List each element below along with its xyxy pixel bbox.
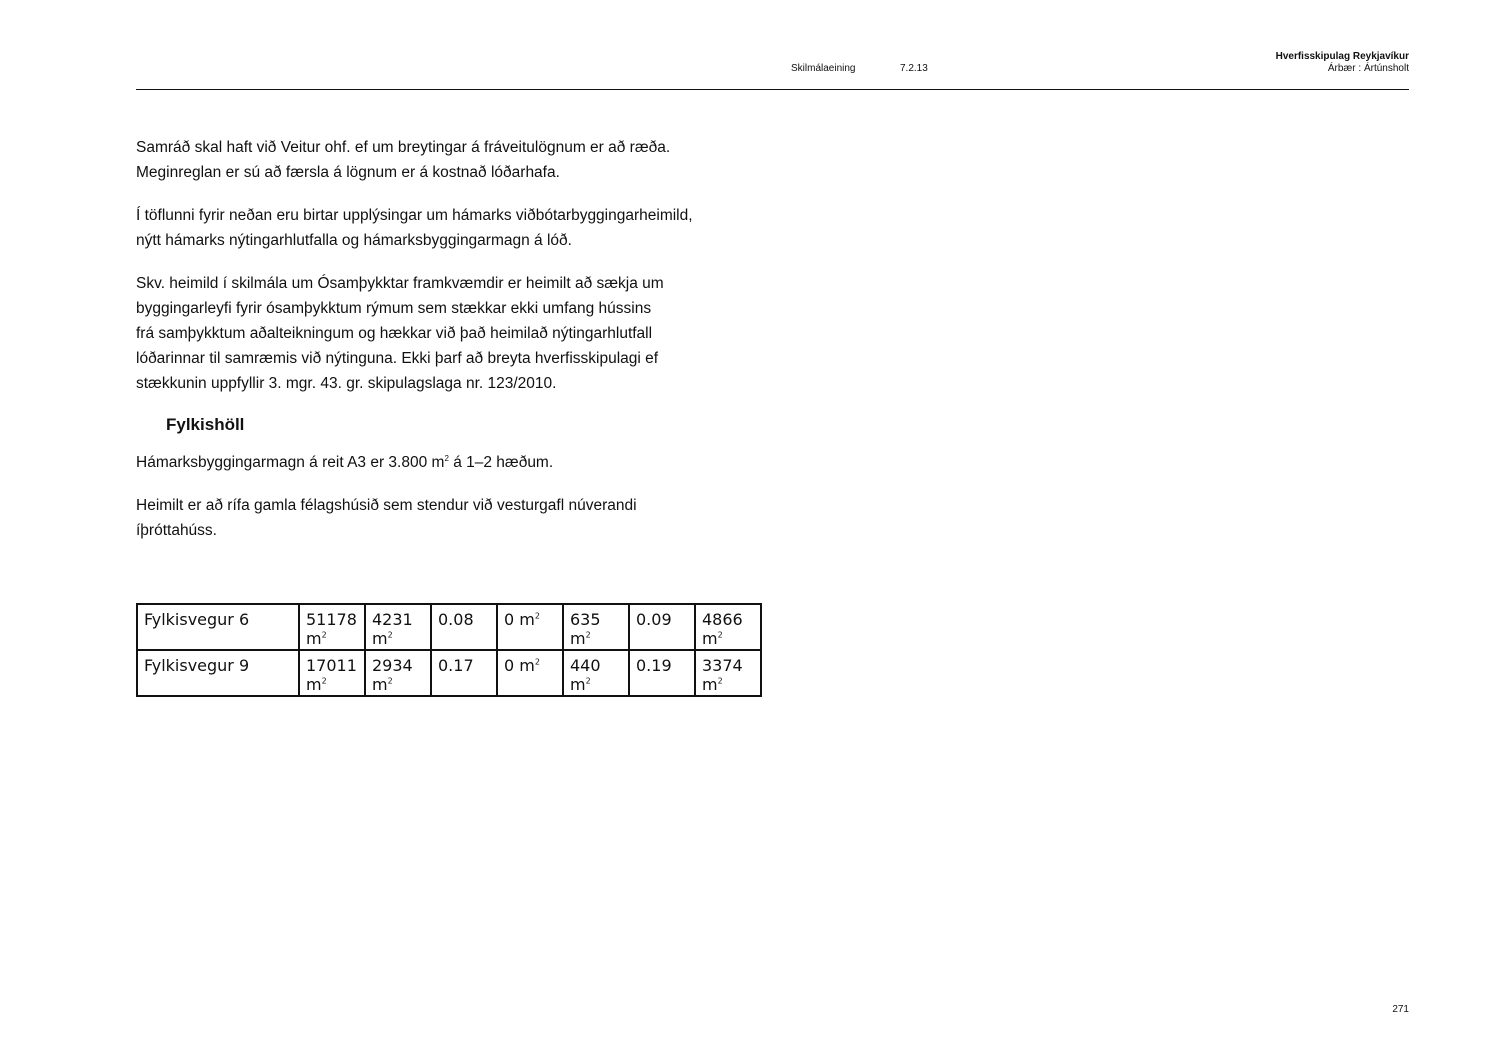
- text-line: nýtt hámarks nýtingarhlutfalla og hámarksbyggingarmagn á lóð.: [136, 232, 572, 249]
- additional-area-cell: 440 $m^2$: [563, 650, 629, 696]
- text-line: lóðarinnar til samræmis við nýtinguna. Ekki þarf að breyta hverfisskipulagi ef: [136, 350, 659, 367]
- existing-area-cell: 4231 $m^2$: [365, 604, 431, 650]
- section-label: Skilmálaeining: [791, 63, 856, 74]
- lot-data-table: [136, 603, 762, 697]
- lot-name-cell: Fylkisvegur 6: [137, 604, 299, 650]
- existing-ratio-cell: 0.08: [431, 604, 497, 650]
- paragraph-building-volume: [136, 450, 776, 475]
- new-ratio-cell: 0.09: [629, 604, 695, 650]
- paragraph-utilities: [136, 135, 776, 185]
- text-line: byggingarleyfi fyrir ósamþykktum rýmum sem stækkar ekki umfang hússins: [136, 300, 652, 317]
- page-number: 271: [1392, 1004, 1409, 1015]
- district-name: Árbær : Ártúnsholt: [1327, 63, 1409, 74]
- paragraph-unapproved-works: [136, 271, 776, 396]
- superscript: 2: [444, 453, 449, 463]
- header-divider: [136, 89, 1409, 90]
- section-heading: Fylkishöll: [166, 415, 245, 434]
- lot-area-cell: 17011 $m^2$: [299, 650, 365, 696]
- section-code: 7.2.13: [900, 63, 928, 74]
- lot-area-cell: 51178 $m^2$: [299, 604, 365, 650]
- text-line: íþróttahúss.: [136, 522, 217, 539]
- lot-name-cell: Fylkisvegur 9: [137, 650, 299, 696]
- text-line: Samráð skal haft við Veitur ohf. ef um breytingar á fráveitulögnum er að ræða.: [136, 139, 671, 156]
- plan-title: Hverfisskipulag Reykjavíkur: [1275, 51, 1409, 62]
- existing-ratio-cell: 0.17: [431, 650, 497, 696]
- table-row: [137, 650, 761, 696]
- approved-extra-cell: 0 $m^2$: [497, 604, 563, 650]
- additional-area-cell: 635 $m^2$: [563, 604, 629, 650]
- text-part: Hámarksbyggingarmagn á reit A3 er 3.800 m: [136, 454, 445, 471]
- table-row: [137, 604, 761, 650]
- text-line: stækkunin uppfyllir 3. mgr. 43. gr. skipulagslaga nr. 123/2010.: [136, 375, 557, 392]
- text-line: Skv. heimild í skilmála um Ósamþykktar framkvæmdir er heimilt að sækja um: [136, 275, 664, 292]
- text-part: á 1–2 hæðum.: [448, 454, 554, 471]
- main-content: [136, 135, 776, 561]
- new-ratio-cell: 0.19: [629, 650, 695, 696]
- header-plan-info: [1276, 51, 1409, 75]
- approved-extra-cell: 0 $m^2$: [497, 650, 563, 696]
- text-line: frá samþykktum aðalteikningum og hækkar við það heimilað nýtingarhlutfall: [136, 325, 653, 342]
- existing-area-cell: 2934 $m^2$: [365, 650, 431, 696]
- paragraph-table-intro: [136, 203, 776, 253]
- max-area-cell: 4866 $m^2$: [695, 604, 761, 650]
- text-line: Í töflunni fyrir neðan eru birtar upplýsingar um hámarks viðbótarbyggingarheimild,: [136, 207, 693, 224]
- max-area-cell: 3374 $m^2$: [695, 650, 761, 696]
- text-line: Heimilt er að rífa gamla félagshúsið sem stendur við vesturgafl núverandi: [136, 497, 637, 514]
- paragraph-demolition: [136, 493, 776, 543]
- text-line: Meginreglan er sú að færsla á lögnum er á kostnað lóðarhafa.: [136, 164, 560, 181]
